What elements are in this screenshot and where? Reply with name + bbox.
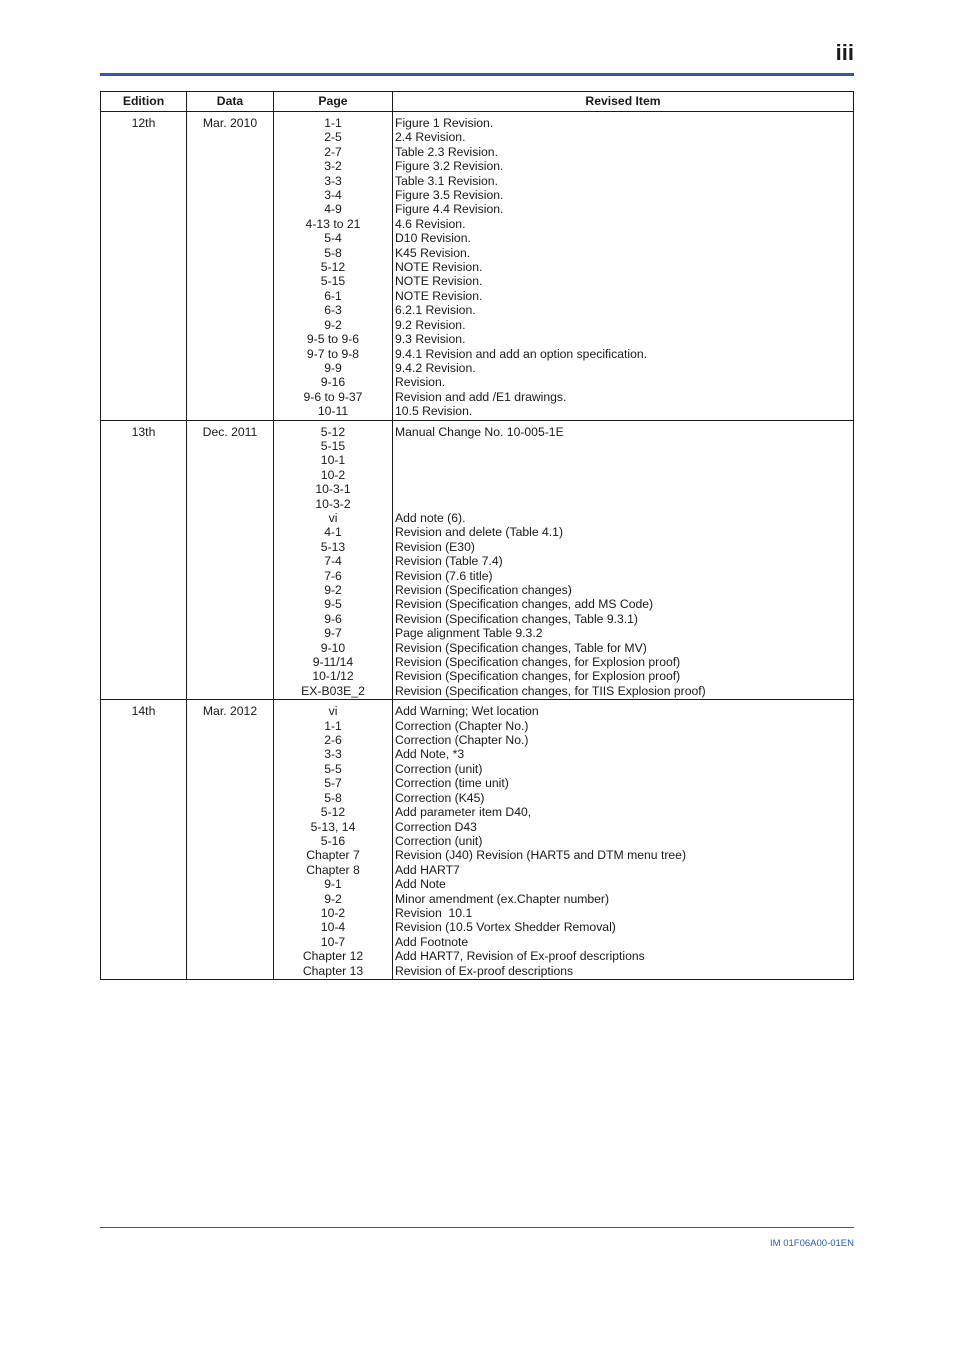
revised-item: Manual Change No. 10-005-1E <box>395 424 564 439</box>
page-ref: 3-3 <box>324 747 342 762</box>
page-ref: 10-1/12 <box>312 669 354 684</box>
table-row <box>101 112 854 421</box>
revised-item: 6.2.1 Revision. <box>395 303 476 318</box>
header-edition: Edition <box>101 92 187 112</box>
page-ref: 3-3 <box>324 173 342 188</box>
page-ref: 4-13 to 21 <box>305 216 361 231</box>
revised-items-cell <box>393 112 854 421</box>
revised-item: Minor amendment (ex.Chapter number) <box>395 891 610 906</box>
page-ref: 10-1 <box>320 453 346 468</box>
page-ref: 9-6 to 9-37 <box>303 389 363 404</box>
revised-item: 10.5 Revision. <box>395 404 473 419</box>
page-ref: 2-6 <box>324 733 342 748</box>
page-ref: EX-B03E_2 <box>301 683 365 698</box>
page-ref: 1-1 <box>324 116 342 130</box>
page-ref: 4-9 <box>324 202 342 217</box>
revised-item: 2.4 Revision. <box>395 130 466 145</box>
revised-item: Revision (Specification changes, add MS Code) <box>395 597 654 612</box>
revised-item: 4.6 Revision. <box>395 216 466 231</box>
revised-item: Figure 4.4 Revision. <box>395 202 504 217</box>
revised-item: NOTE Revision. <box>395 288 483 303</box>
page-ref: 5-15 <box>320 274 346 289</box>
pages-cell <box>274 420 393 700</box>
revised-item: Add Note <box>395 877 446 892</box>
page-ref: 6-1 <box>324 288 342 303</box>
date-cell: Dec. 2011 <box>187 420 274 700</box>
revised-item: 9.4.2 Revision. <box>395 360 476 375</box>
page-ref: 9-5 to 9-6 <box>306 332 360 347</box>
edition-cell: 12th <box>101 112 187 421</box>
table-row <box>101 700 854 980</box>
pages-cell <box>274 112 393 421</box>
revised-item: Correction D43 <box>395 819 477 834</box>
page-ref: Chapter 13 <box>302 963 364 978</box>
revised-item: Correction (Chapter No.) <box>395 718 529 733</box>
revised-item: NOTE Revision. <box>395 260 483 275</box>
page-ref: 5-5 <box>324 761 342 776</box>
revised-item: Figure 3.5 Revision. <box>395 188 504 203</box>
revised-item: Revision (Specification changes, Table for MV) <box>395 640 647 655</box>
revised-item <box>395 468 853 482</box>
page-ref: 10-3-2 <box>315 496 351 511</box>
page-ref: 6-3 <box>324 303 342 318</box>
page-ref: 5-12 <box>320 260 346 275</box>
table-header-row <box>101 92 854 112</box>
edition-cell: 13th <box>101 420 187 700</box>
revised-item: Correction (time unit) <box>395 776 509 791</box>
page-ref: 9-9 <box>324 360 342 375</box>
revised-item: Revision. <box>395 375 446 390</box>
revised-item: Revision (Specification changes, for Explosion proof) <box>395 669 681 684</box>
revised-item: Revision (J40) Revision (HART5 and DTM menu tree) <box>395 848 687 863</box>
page-ref: 7-6 <box>324 568 342 583</box>
page-ref: 5-13, 14 <box>310 819 356 834</box>
revised-item: Table 2.3 Revision. <box>395 144 498 159</box>
revised-item: D10 Revision. <box>395 231 471 246</box>
page-ref: 9-7 to 9-8 <box>306 346 360 361</box>
revised-item: Correction (K45) <box>395 790 485 805</box>
revised-item: Correction (Chapter No.) <box>395 733 529 748</box>
page-ref: 10-4 <box>320 920 346 935</box>
revised-item: Figure 3.2 Revision. <box>395 159 504 174</box>
date-cell: Mar. 2010 <box>187 112 274 421</box>
page-number: iii <box>835 40 854 65</box>
page-ref: 10-11 <box>317 404 349 419</box>
page-ref: 5-15 <box>320 438 346 453</box>
revised-items-cell <box>393 420 854 700</box>
page-ref: 3-2 <box>324 159 342 174</box>
page-ref: 9-2 <box>324 583 342 597</box>
page-ref: 9-2 <box>324 317 342 332</box>
revision-table <box>100 91 854 980</box>
revised-item: Revision (Table 7.4) <box>395 554 503 569</box>
pages-cell <box>274 700 393 980</box>
page-ref: 5-12 <box>320 805 346 820</box>
revised-item: Revision (10.5 Vortex Shedder Removal) <box>395 920 616 935</box>
revised-item: Correction (unit) <box>395 761 483 776</box>
header-page: Page <box>274 92 393 112</box>
page-ref: 10-2 <box>320 905 346 920</box>
page-ref: 9-5 <box>324 597 342 612</box>
page-ref: Chapter 7 <box>306 848 360 863</box>
page-ref: 10-2 <box>320 467 346 482</box>
revised-item: Add note (6). <box>395 510 466 525</box>
revised-item: Revision (Specification changes, for Explosion proof) <box>395 654 681 669</box>
revised-item: Revision and delete (Table 4.1) <box>395 525 564 540</box>
footer-rule <box>100 1227 854 1228</box>
page-ref: 9-11/14 <box>312 655 354 670</box>
revised-item: Figure 1 Revision. <box>395 116 494 130</box>
revised-item: Add HART7, Revision of Ex-proof descriptions <box>395 949 645 964</box>
table-row <box>101 420 854 700</box>
page-ref: 9-16 <box>320 375 346 390</box>
page-ref: 10-7 <box>320 934 346 949</box>
revised-item: Add Footnote <box>395 934 469 949</box>
page-ref: 5-12 <box>320 424 346 439</box>
revised-items-cell <box>393 700 854 980</box>
revised-item: Correction (unit) <box>395 833 483 848</box>
page-ref: 3-4 <box>324 188 342 203</box>
revised-item: Revision 10.1 <box>395 905 473 920</box>
revised-item: 9.3 Revision. <box>395 332 466 347</box>
revised-item: Add Warning; Wet location <box>395 704 539 719</box>
revised-item: Revision (E30) <box>395 539 475 554</box>
revised-item <box>395 497 853 511</box>
page-ref: vi <box>328 510 338 525</box>
page-ref: 9-7 <box>324 626 342 641</box>
revised-item: Revision of Ex-proof descriptions <box>395 963 574 978</box>
page-ref: 5-16 <box>320 833 346 848</box>
page-ref: 2-5 <box>324 130 342 145</box>
page-ref: 5-7 <box>324 776 342 791</box>
edition-cell: 14th <box>101 700 187 980</box>
header-rule <box>100 73 854 76</box>
revised-item <box>395 439 853 453</box>
page-ref: 1-1 <box>324 718 342 733</box>
page-ref: 10-3-1 <box>315 482 351 497</box>
page-ref: 5-8 <box>324 790 342 805</box>
page-ref: vi <box>328 704 338 719</box>
page-ref: 9-10 <box>320 640 346 655</box>
page-ref: 5-13 <box>320 539 346 554</box>
revised-item: Add HART7 <box>395 862 460 877</box>
revised-item: NOTE Revision. <box>395 274 483 289</box>
revised-item: Revision and add /E1 drawings. <box>395 389 567 404</box>
revised-item: Revision (Specification changes, for TIIS Explosion proof) <box>395 683 706 698</box>
header-revised-item: Revised Item <box>393 92 854 112</box>
revised-item: K45 Revision. <box>395 245 471 260</box>
page-ref: 9-1 <box>324 877 342 892</box>
revised-item: Revision (7.6 title) <box>395 568 493 583</box>
revised-item: Add Note, *3 <box>395 747 465 762</box>
revised-item <box>395 482 853 496</box>
page-ref: 5-8 <box>324 245 342 260</box>
revised-item: 9.2 Revision. <box>395 317 466 332</box>
date-cell: Mar. 2012 <box>187 700 274 980</box>
page-ref: 4-1 <box>324 525 342 540</box>
revised-item: Revision (Specification changes) <box>395 582 572 597</box>
revised-item: 9.4.1 Revision and add an option specification. <box>395 346 648 361</box>
revised-item <box>395 453 853 467</box>
revised-item: Table 3.1 Revision. <box>395 173 498 188</box>
page-ref: 9-6 <box>324 611 342 626</box>
page-ref: 9-2 <box>324 891 342 906</box>
revised-item: Add parameter item D40, <box>395 805 532 820</box>
page-ref: 7-4 <box>324 554 342 569</box>
revised-item: Revision (Specification changes, Table 9.3.1) <box>395 611 638 626</box>
page-ref: 5-4 <box>324 231 342 246</box>
revised-item: Page alignment Table 9.3.2 <box>395 626 543 641</box>
page-ref: Chapter 12 <box>302 949 364 964</box>
document-id: IM 01F06A00-01EN <box>770 1238 854 1249</box>
header-data: Data <box>187 92 274 112</box>
page-ref: Chapter 8 <box>306 862 360 877</box>
page-ref: 2-7 <box>324 144 342 159</box>
